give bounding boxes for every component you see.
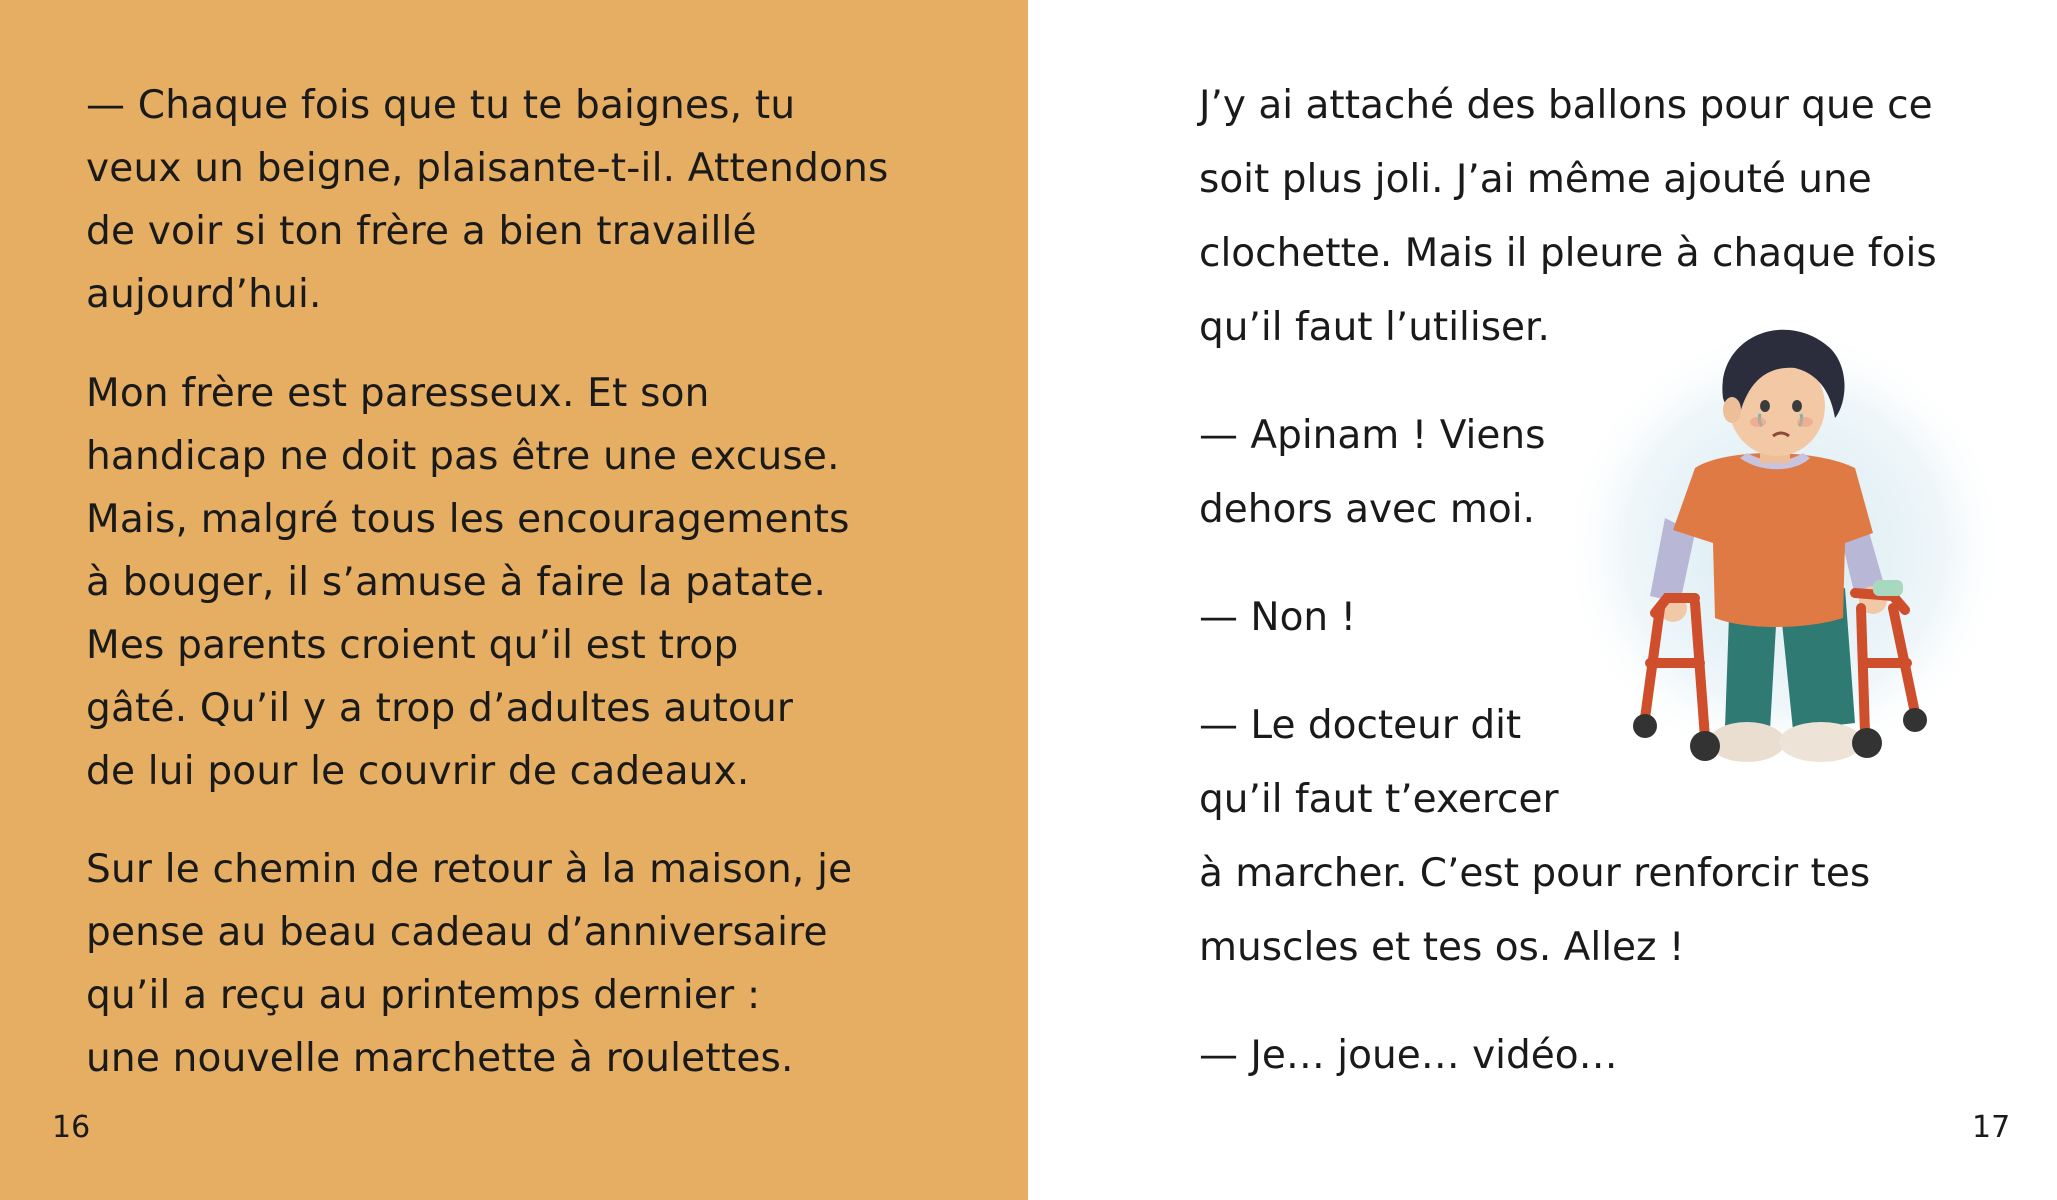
text-line: veux un beigne, plaisante-t-il. Attendons — [86, 146, 889, 191]
text-line: — Chaque fois que tu te baignes, tu — [86, 83, 796, 128]
text-line: de lui pour le couvrir de cadeaux. — [86, 749, 750, 794]
shoe-left — [1709, 722, 1785, 762]
text-line: soit plus joli. J’ai même ajouté une — [1199, 157, 1872, 202]
cheek — [1750, 417, 1766, 427]
text-line: qu’il a reçu au printemps dernier : — [86, 973, 761, 1018]
bell-icon — [1873, 580, 1903, 596]
text-line: gâté. Qu’il y a trop d’adultes autour — [86, 686, 794, 731]
child-eye — [1792, 400, 1802, 412]
walker-wheel — [1852, 728, 1882, 758]
text-line: clochette. Mais il pleure à chaque fois — [1199, 231, 1937, 276]
text-line: Mon frère est paresseux. Et son — [86, 371, 710, 416]
text-line: une nouvelle marchette à roulettes. — [86, 1036, 794, 1081]
text-line: dehors avec moi. — [1199, 487, 1535, 532]
child-with-walker-illustration — [1555, 318, 2005, 788]
text-line: à bouger, il s’amuse à faire la patate. — [86, 560, 827, 605]
text-line: — Non ! — [1199, 595, 1357, 640]
text-line: aujourd’hui. — [86, 272, 322, 317]
text-line: pense au beau cadeau d’anniversaire — [86, 910, 828, 955]
walker-wheel — [1903, 708, 1927, 732]
left-paragraph-3 — [86, 838, 852, 1090]
text-line: de voir si ton frère a bien travaillé — [86, 209, 757, 254]
text-line: — Le docteur dit — [1199, 703, 1522, 748]
text-line: à marcher. C’est pour renforcir tes — [1199, 851, 1871, 896]
page-number-right: 17 — [1972, 1110, 2011, 1145]
walker-wheel — [1690, 731, 1720, 761]
text-line: Mais, malgré tous les encouragements — [86, 497, 850, 542]
text-line: qu’il faut l’utiliser. — [1199, 305, 1550, 350]
text-line: — Apinam ! Viens — [1199, 413, 1546, 458]
walker-wheel — [1633, 714, 1657, 738]
shoe-right — [1779, 722, 1863, 762]
text-line: muscles et tes os. Allez ! — [1199, 925, 1685, 970]
text-line: J’y ai attaché des ballons pour que ce — [1199, 83, 1933, 128]
page-number-left: 16 — [52, 1110, 91, 1145]
cheek — [1797, 417, 1813, 427]
text-line: — Je… joue… vidéo… — [1199, 1033, 1618, 1078]
child-eye — [1760, 400, 1770, 412]
text-line: Sur le chemin de retour à la maison, je — [86, 847, 853, 892]
text-line: handicap ne doit pas être une excuse. — [86, 434, 840, 479]
left-paragraph-2 — [86, 362, 850, 803]
text-line: qu’il faut t’exercer — [1199, 777, 1559, 822]
text-line: Mes parents croient qu’il est trop — [86, 623, 739, 668]
left-paragraph-1 — [86, 74, 889, 326]
child-ear — [1723, 397, 1741, 423]
